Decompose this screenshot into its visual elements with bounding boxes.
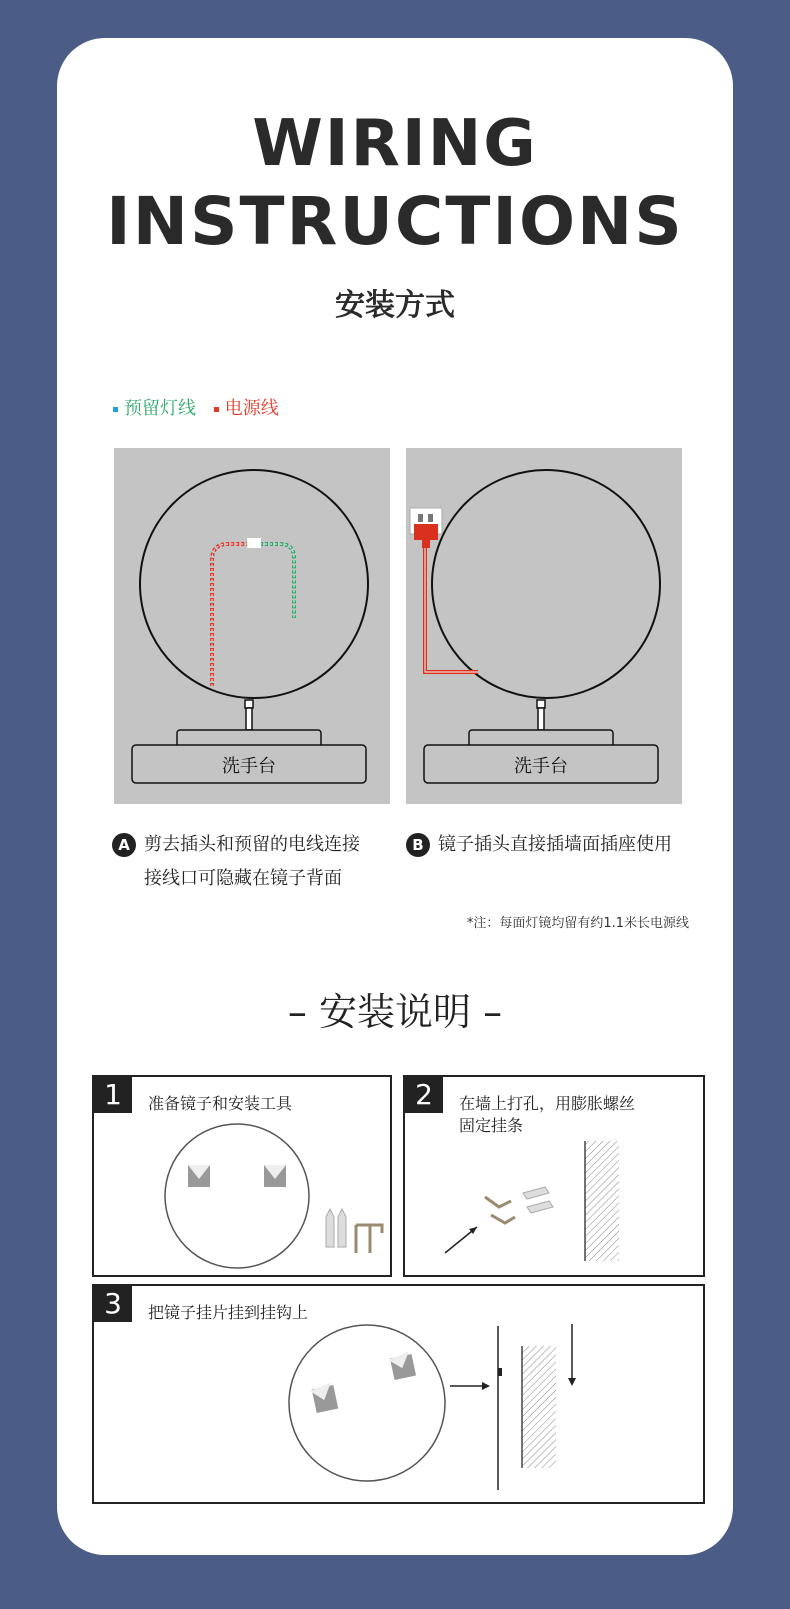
blue-square-icon xyxy=(113,407,118,412)
wire-legend xyxy=(113,397,279,421)
mirror-circle xyxy=(140,470,368,698)
section-title: – 安装说明 – xyxy=(287,990,503,1034)
hook-icon xyxy=(485,1197,515,1223)
title-line-1: WIRING xyxy=(252,107,538,181)
subtitle: 安装方式 xyxy=(335,288,455,323)
red-square-icon xyxy=(214,407,219,412)
diagram-a xyxy=(114,448,390,804)
step-3-number: 3 xyxy=(94,1286,132,1322)
step-3 xyxy=(92,1284,705,1504)
mirror-circle xyxy=(432,470,660,698)
step-1 xyxy=(92,1075,392,1277)
legend-red-label: 电源线 xyxy=(224,398,279,419)
step-2-text-line2: 固定挂条 xyxy=(459,1116,524,1135)
wall-anchor-icon xyxy=(338,1209,346,1247)
caption-b-line1: 镜子插头直接插墙面插座使用 xyxy=(438,834,672,855)
caption-a-line2: 接线口可隐藏在镜子背面 xyxy=(144,868,342,889)
diagram-b xyxy=(406,448,682,804)
wall-icon xyxy=(585,1141,619,1261)
mirror-circle xyxy=(289,1325,445,1481)
title-line-2: INSTRUCTIONS xyxy=(106,183,684,260)
legend-green-label: 预留灯线 xyxy=(124,398,196,419)
step-2-number: 2 xyxy=(405,1077,443,1113)
basin-label-b: 洗手台 xyxy=(514,756,568,777)
wall-anchor-icon xyxy=(527,1201,553,1213)
basin-label-a: 洗手台 xyxy=(222,756,276,777)
cable-length-note: *注：每面灯镜均留有约1.1米长电源线 xyxy=(466,916,689,931)
step-2 xyxy=(403,1075,705,1277)
caption-a-line1: 剪去插头和预留的电线连接 xyxy=(144,834,360,855)
wall-anchor-icon xyxy=(523,1187,549,1199)
caption-b xyxy=(406,832,672,858)
hook-icon xyxy=(356,1225,370,1253)
caption-a xyxy=(112,832,360,858)
wall-anchor-icon xyxy=(326,1209,334,1247)
plug-icon xyxy=(414,524,438,540)
step-1-number: 1 xyxy=(94,1077,132,1113)
badge-a: A xyxy=(112,833,136,857)
step-3-text: 把镜子挂片挂到挂钩上 xyxy=(148,1303,309,1322)
badge-b: B xyxy=(406,833,430,857)
step-2-text-line1: 在墙上打孔，用膨胀螺丝 xyxy=(459,1094,636,1113)
mirror-circle xyxy=(165,1124,309,1268)
wall-icon xyxy=(522,1346,556,1468)
step-1-text: 准备镜子和安装工具 xyxy=(148,1094,293,1113)
